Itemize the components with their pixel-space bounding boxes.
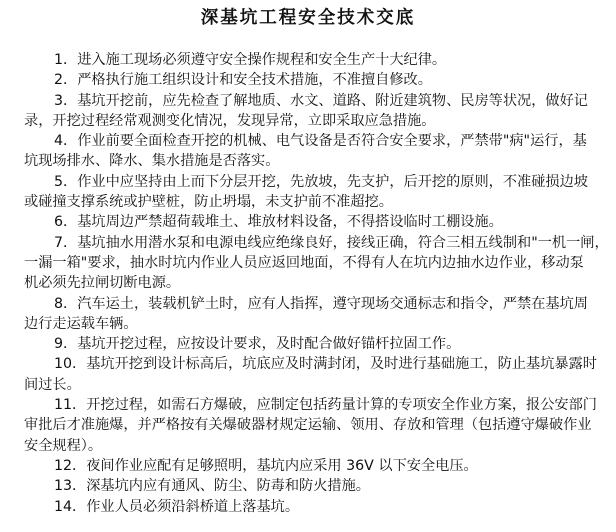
item-text-line: 坑现场排水、降水、集水措施是否落实。 [24,153,280,170]
list-item [24,50,610,70]
item-text-line: 2．严格执行施工组织设计和安全技术措施，不准擅自修改。 [54,72,432,89]
item-text-line: 7．基坑抽水用潜水泵和电源电线应绝缘良好，接线正确，符合三相五线制和"一机一闸， [54,234,609,251]
list-item [24,233,610,294]
list-item [24,294,610,335]
list-item [24,70,610,90]
item-text-line: 5．作业中应坚持由上而下分层开挖，先放坡，先支护，后开挖的原则，不准碰损边坡 [54,173,588,190]
list-item [24,476,610,496]
item-text-line: 12．夜间作业应配有足够照明，基坑内应采用 36V 以下安全电压。 [54,457,478,474]
item-text-line: 6．基坑周边严禁超荷载堆土、堆放材料设备，不得搭设临时工棚设施。 [54,214,503,231]
item-text-line: 8．汽车运土，装载机铲土时，应有人指挥，遵守现场交通标志和指令，严禁在基坑周 [54,295,588,312]
item-text-line: 11．开挖过程，如需石方爆破，应制定包括药量计算的专项安全作业方案，报公安部门 [54,397,597,414]
item-text-line: 3．基坑开挖前，应先检查了解地质、水文、道路、附近建筑物、民房等状况，做好记 [54,92,588,109]
document-body [24,50,610,517]
item-text-line: 4．作业前要全面检查开挖的机械、电气设备是否符合安全要求，严禁带"病"运行，基 [54,133,587,150]
item-text-line: 审批后才准施爆，并严格按有关爆破器材规定运输、领用、存放和管理（包括遵守爆破作业 [24,417,592,434]
item-text-line: 安全规程）。 [24,437,103,454]
list-item [24,172,610,213]
item-text-line: 一漏一箱"要求，抽水时坑内作业人员应返回地面，不得有人在坑内边抽水边作业，移动泵 [24,254,584,271]
list-item [24,334,610,354]
list-item [24,91,610,132]
item-text-line: 1．进入施工现场必须遵守安全操作规程和安全生产十大纪律。 [54,52,447,68]
item-text-line: 边行走运载车辆。 [24,315,138,332]
item-text-line: 14．作业人员必须沿斜桥道上落基坑。 [54,498,300,515]
item-text-line: 13．深基坑内应有通风、防尘、防毒和防火措施。 [54,478,370,495]
item-text-line: 录，开挖过程经常观测变化情况，发现异常，立即采取应急措施。 [24,112,436,129]
list-item [24,456,610,476]
item-text-line: 10．基坑开挖到设计标高后，坑底应及时满封闭，及时进行基础施工，防止基坑暴露时 [54,356,597,373]
list-item [24,354,610,395]
item-text-line: 或碰撞支撑系统或护壁桩，防止坍塌，未支护前不准超挖。 [24,194,393,211]
list-item [24,131,610,172]
list-item [24,497,610,517]
document-title: 深基坑工程安全技术交底 [200,8,416,28]
item-text-line: 9．基坑开挖过程，应按设计要求，及时配合做好锚杆拉固工作。 [54,336,461,353]
list-item [24,395,610,456]
item-text-line: 间过长。 [24,376,81,393]
list-item [24,212,610,232]
item-text-line: 机必须先拉闸切断电源。 [24,275,181,292]
